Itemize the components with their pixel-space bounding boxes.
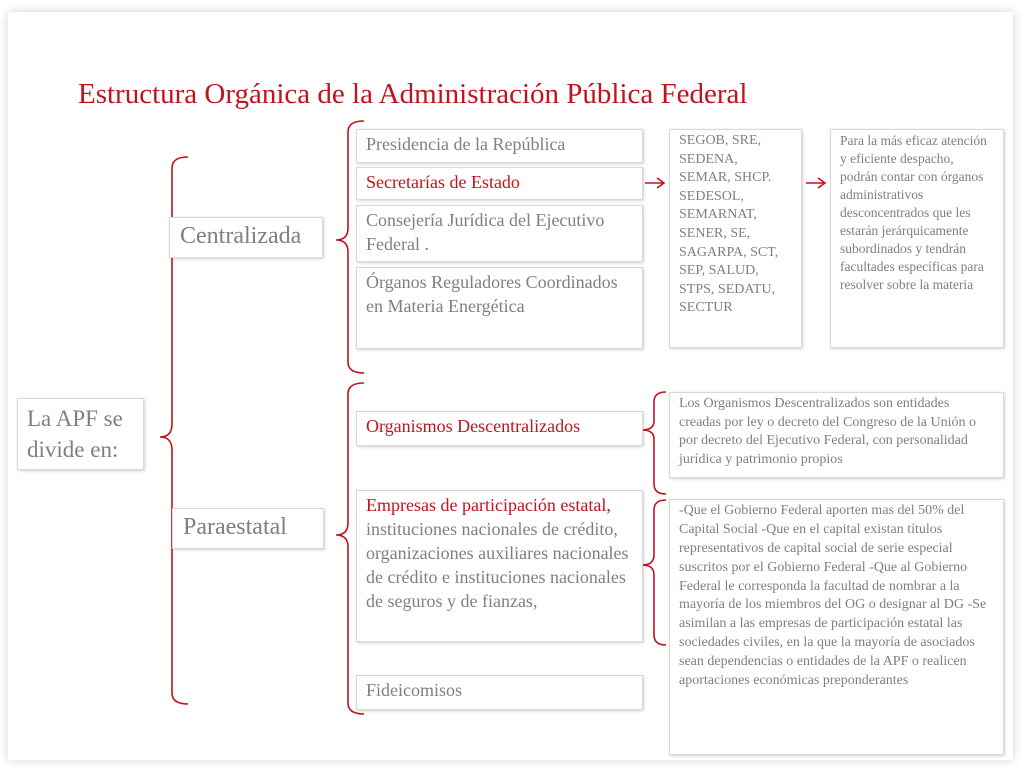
- empresas-label-rest: instituciones nacionales de crédito, organizaciones auxiliares nacionales de crédito e instituciones nacionales de seguros y de fianzas,: [366, 518, 629, 611]
- secretarias-box: [356, 167, 643, 200]
- fideicomisos-box: [356, 675, 643, 710]
- fideicomisos-label: Fideicomisos: [366, 680, 463, 700]
- presidencia-label: Presidencia de la República: [366, 134, 566, 154]
- organos-label: Órganos Reguladores Coordinados en Materia Energética: [366, 272, 618, 316]
- centralizada-box: [169, 217, 323, 258]
- desconcentrados-note-box: [830, 129, 1004, 348]
- presidencia-box: [356, 129, 643, 163]
- descentralizados-note-box: [669, 392, 1004, 478]
- page-title: Estructura Orgánica de la Administración Pública Federal: [78, 78, 748, 110]
- paraestatal-label: Paraestatal: [183, 514, 287, 540]
- empresas-label-red: Empresas de participación estatal,: [366, 495, 611, 515]
- secretarias-list: SEGOB, SRE, SEDENA, SEMAR, SHCP. SEDESOL, SEMARNAT, SENER, SE, SAGARPA, SCT, SEP, SALUD, STPS, SEDATU, SECTUR: [679, 133, 779, 316]
- consejeria-box: [356, 205, 643, 262]
- descentralizados-note-bracket: [642, 392, 666, 494]
- descentralizados-note: Los Organismos Descentralizados son entidades creadas por ley o decreto del Congreso de la Unión o por decreto del Ejecutivo Federal, con personalidad jurídica y patrimonio propios: [679, 396, 977, 467]
- empresas-note-bracket: [642, 500, 666, 645]
- secretarias-list-box: [669, 129, 802, 348]
- root-label: La APF se divide en:: [27, 406, 123, 463]
- descentralizados-label: Organismos Descentralizados: [366, 416, 581, 436]
- desconcentrados-note: Para la más eficaz atención y eficiente despacho, podrán contar con órganos administrativos desconcentrados que les estarán jerárquicamente subordinados y tendrán facultades específicas para resolver sobre la materia: [840, 133, 987, 292]
- empresas-box: [356, 490, 643, 642]
- consejeria-label: Consejería Jurídica del Ejecutivo Federal .: [366, 210, 605, 254]
- descentralizados-box: [356, 411, 643, 446]
- paraestatal-box: [172, 508, 324, 549]
- centralizada-label: Centralizada: [180, 223, 302, 249]
- empresas-note-box: [669, 499, 1004, 755]
- organos-box: [356, 267, 643, 349]
- secretarias-label: Secretarías de Estado: [366, 172, 520, 192]
- root-box: [17, 398, 144, 470]
- empresas-note: -Que el Gobierno Federal aporten mas del 50% del Capital Social -Que en el capital existan títulos representativos de capital social de serie especial suscritos por el Gobierno Federal -Que al Gobierno Federal le corresponda la facultad de nombrar a la mayoría de los miembros del OG o designar al DG -Se asimilan a las empresas de participación estatal las sociedades civiles, en la que la mayoría de asociados sean dependencias o entidades de la APF o realicen aportaciones económicas preponderantes: [679, 503, 987, 689]
